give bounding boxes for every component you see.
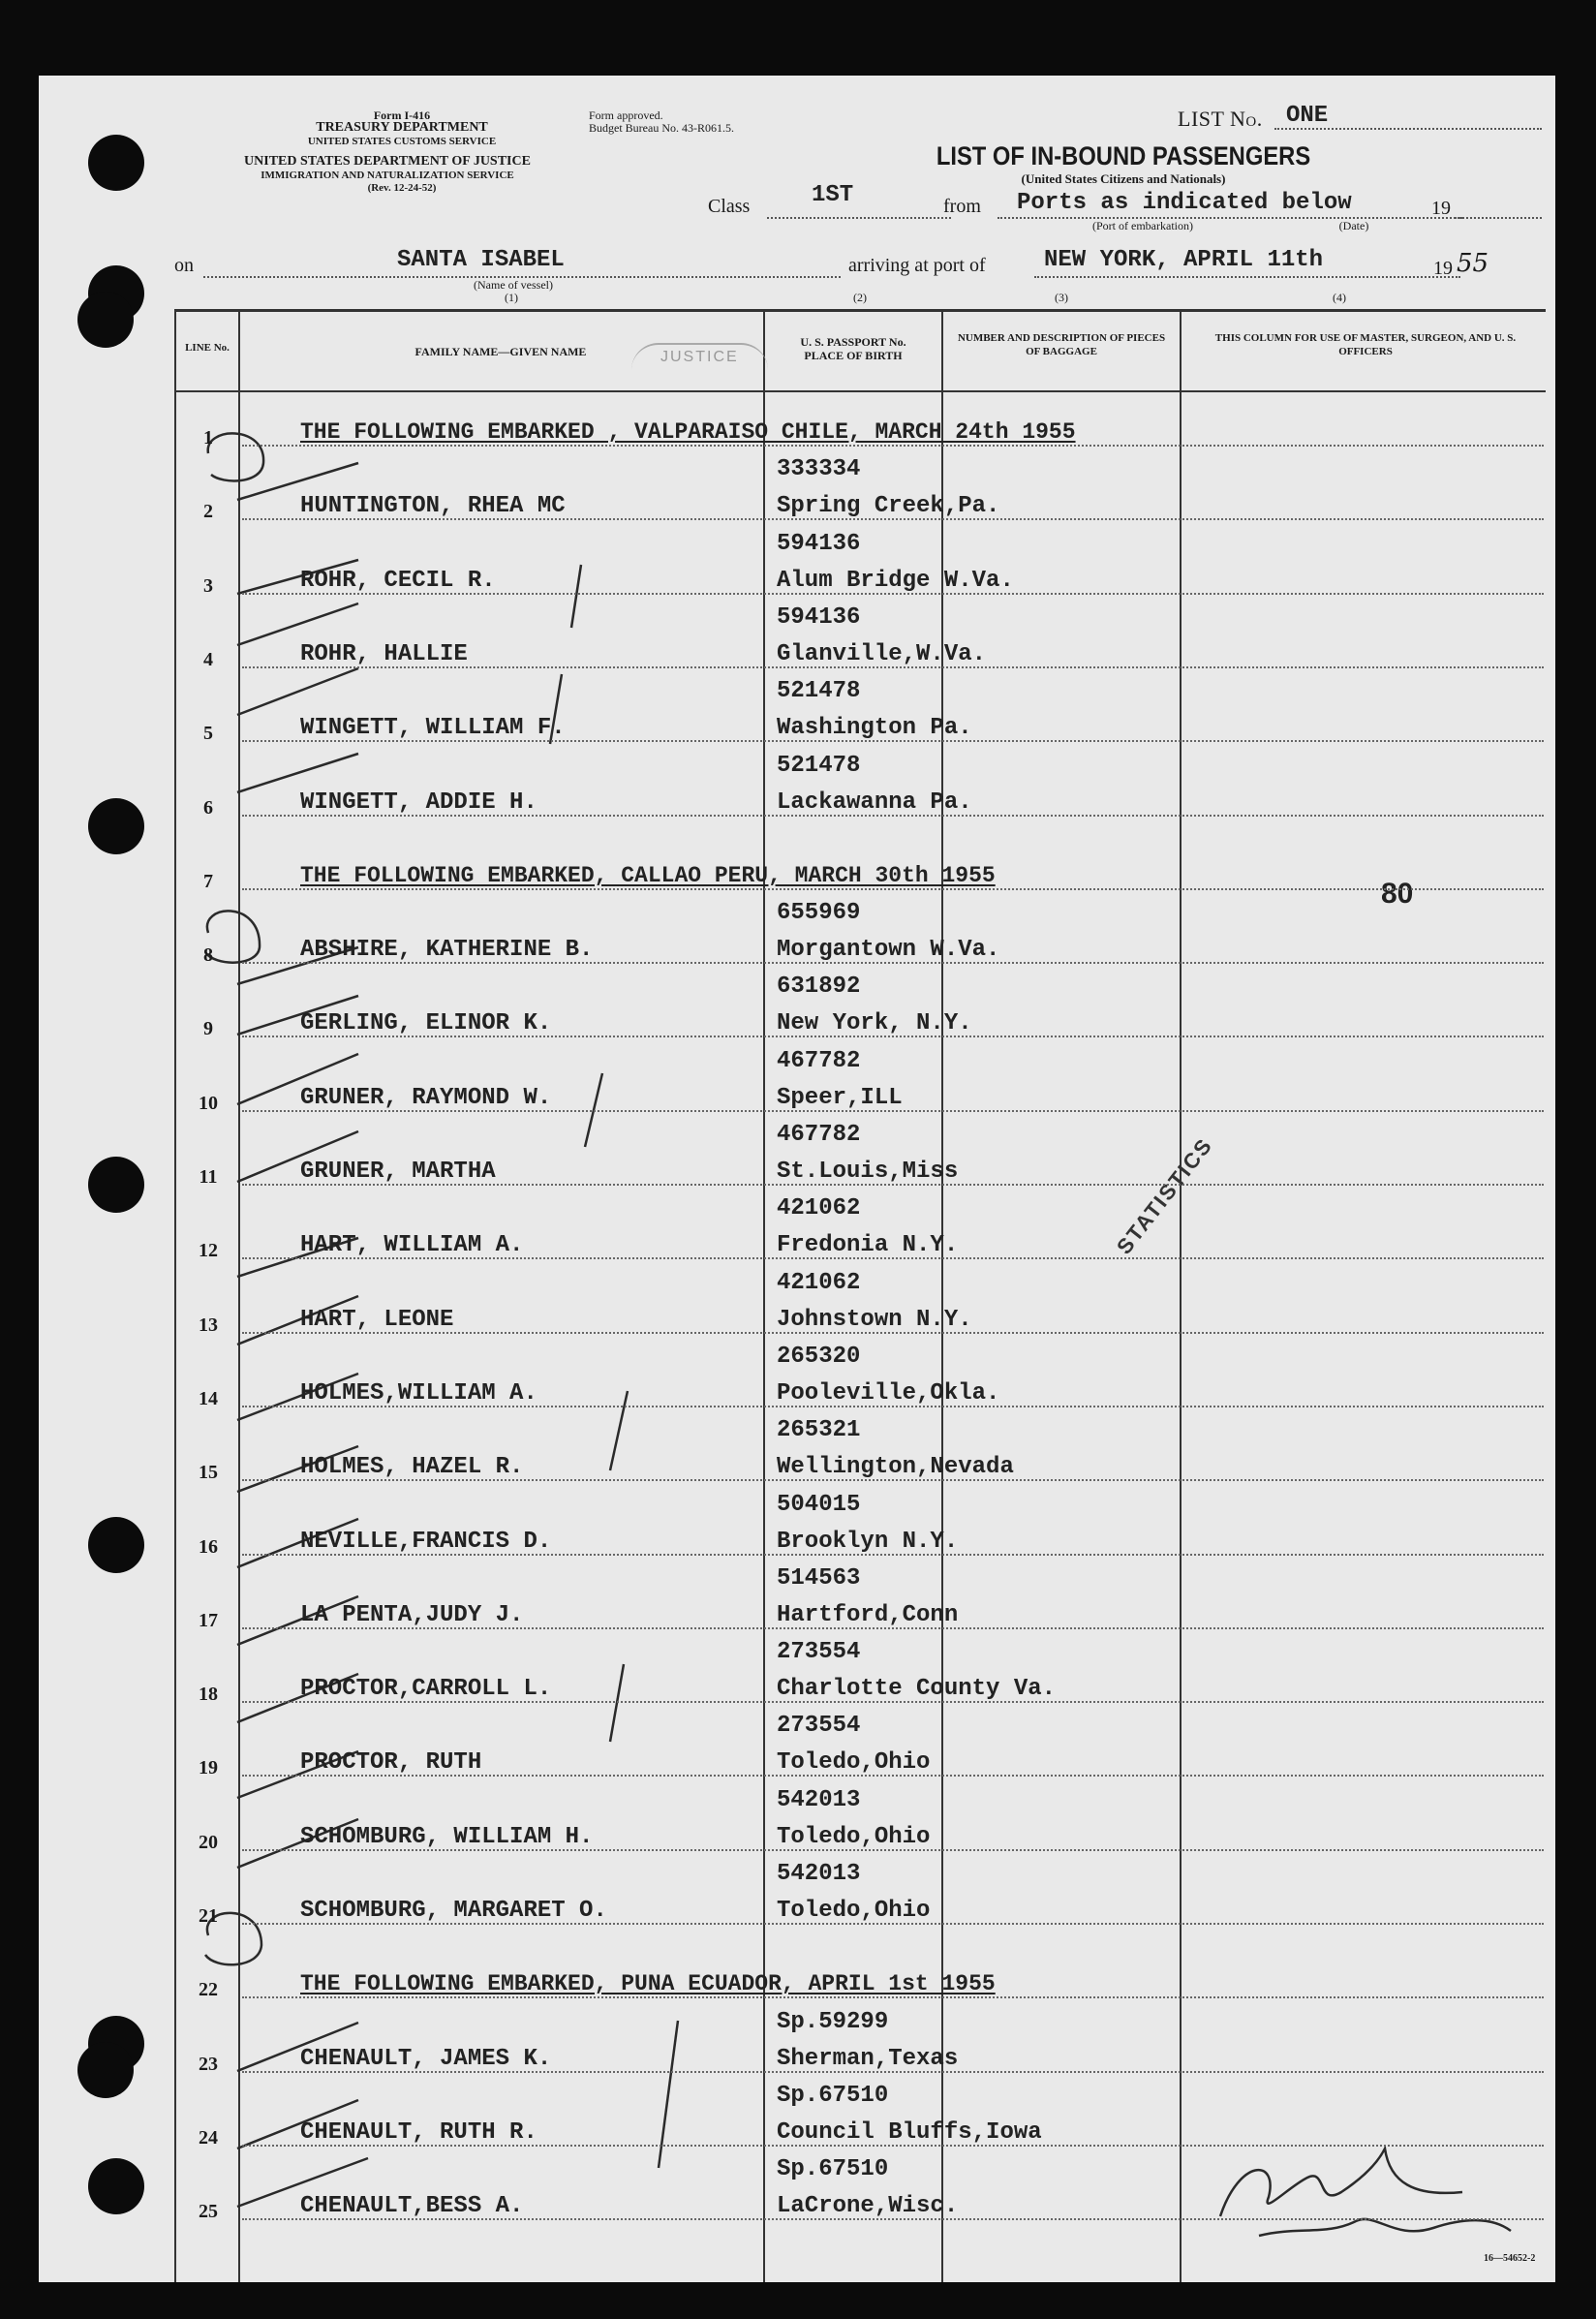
treasury-department: TREASURY DEPARTMENT	[316, 120, 488, 135]
passenger-name: GRUNER, MARTHA	[300, 1159, 496, 1185]
office-code: 80	[1381, 878, 1414, 910]
column-number-3: (3)	[1055, 291, 1068, 304]
vessel-caption: (Name of vessel)	[474, 278, 553, 292]
header-line-no: LINE No.	[185, 342, 230, 354]
passport-number: 273554	[777, 1713, 861, 1740]
passenger-name: CHENAULT,BESS A.	[300, 2193, 524, 2220]
line-number: 14	[199, 1387, 218, 1409]
passenger-name: SCHOMBURG, MARGARET O.	[300, 1898, 607, 1924]
arrival-year-suffix: 55	[1457, 249, 1489, 278]
line-number: 5	[203, 723, 213, 745]
line-number: 9	[203, 1018, 213, 1040]
passenger-name: CHENAULT, JAMES K.	[300, 2045, 552, 2072]
date-caption: (Date)	[1338, 219, 1369, 232]
passport-number: Sp.67510	[777, 2156, 889, 2183]
passenger-name: ABSHIRE, KATHERINE B.	[300, 937, 594, 964]
form-revision: (Rev. 12-24-52)	[367, 182, 437, 194]
statistics-stamp: STATISTICS	[1112, 1132, 1218, 1259]
passenger-name: WINGETT, ADDIE H.	[300, 788, 537, 816]
line-number: 8	[203, 944, 213, 967]
line-number: 12	[199, 1240, 218, 1262]
place-of-birth: New York, N.Y.	[777, 1010, 972, 1037]
passenger-name: PROCTOR,CARROLL L.	[300, 1676, 552, 1703]
line-number: 2	[203, 501, 213, 523]
place-of-birth: Johnstown N.Y.	[777, 1306, 972, 1333]
passenger-name: HART, LEONE	[300, 1306, 454, 1333]
header-officers: THIS COLUMN FOR USE OF MASTER, SURGEON, AND U. S. OFFICERS	[1214, 332, 1517, 357]
passport-number: 265320	[777, 1343, 861, 1370]
place-of-birth: Brooklyn N.Y.	[777, 1528, 959, 1555]
place-of-birth: Sherman,Texas	[777, 2045, 959, 2072]
form-title: LIST OF IN-BOUND PASSENGERS	[936, 141, 1311, 170]
place-of-birth: Alum Bridge W.Va.	[777, 567, 1014, 594]
header-passport: U. S. PASSPORT No. PLACE OF BIRTH	[800, 335, 906, 362]
passenger-name: HUNTINGTON, RHEA MC	[300, 493, 566, 520]
line-number: 25	[199, 2201, 218, 2223]
on-label: on	[174, 255, 194, 276]
passenger-name: SCHOMBURG, WILLIAM H.	[300, 1823, 594, 1850]
line-number: 3	[203, 574, 213, 597]
line-number: 19	[199, 1757, 218, 1779]
list-no-label: LIST No.	[1178, 107, 1263, 131]
line-number: 11	[199, 1166, 218, 1188]
place-of-birth: Speer,ILL	[777, 1084, 903, 1111]
place-of-birth: St.Louis,Miss	[777, 1159, 959, 1185]
embarkation-heading: THE FOLLOWING EMBARKED, PUNA ECUADOR, APRIL 1st 1955	[300, 1971, 996, 1997]
arrival-port-date: NEW YORK, APRIL 11th	[1044, 247, 1324, 273]
place-of-birth: Lackawanna Pa.	[777, 788, 972, 816]
place-of-birth: Glanville,W.Va.	[777, 640, 987, 667]
passport-number: 421062	[777, 1195, 861, 1222]
passport-number: 504015	[777, 1491, 861, 1518]
line-number: 22	[199, 1979, 218, 2001]
year-prefix: 19	[1431, 198, 1451, 219]
passport-number: 421062	[777, 1269, 861, 1296]
line-number: 7	[203, 870, 213, 892]
passport-number: 631892	[777, 974, 861, 1001]
line-number: 15	[199, 1462, 218, 1484]
passport-number: 273554	[777, 1639, 861, 1666]
form-approved: Form approved.	[589, 108, 663, 122]
line-number: 16	[199, 1535, 218, 1558]
line-number: 17	[199, 1609, 218, 1631]
passport-number: 594136	[777, 603, 861, 631]
list-no-value: ONE	[1286, 103, 1329, 129]
from-label: from	[943, 196, 981, 217]
passport-number: 521478	[777, 678, 861, 705]
budget-bureau: Budget Bureau No. 43-R061.5.	[589, 121, 734, 135]
footer-code: 16—54652-2	[1484, 2253, 1536, 2264]
passport-number: 467782	[777, 1122, 861, 1148]
customs-service: UNITED STATES CUSTOMS SERVICE	[307, 136, 497, 147]
place-of-birth: Fredonia N.Y.	[777, 1232, 959, 1259]
passenger-name: CHENAULT, RUTH R.	[300, 2118, 537, 2146]
place-of-birth: Charlotte County Va.	[777, 1676, 1057, 1703]
line-number: 23	[199, 2053, 218, 2075]
place-of-birth: Washington Pa.	[777, 715, 972, 742]
line-number: 6	[203, 796, 213, 819]
passport-number: 333334	[777, 456, 861, 483]
line-number: 10	[199, 1092, 218, 1114]
department-of-justice: UNITED STATES DEPARTMENT OF JUSTICE	[244, 154, 531, 169]
form-subtitle: (United States Citizens and Nationals)	[1021, 171, 1226, 186]
passenger-name: GRUNER, RAYMOND W.	[300, 1084, 552, 1111]
place-of-birth: Toledo,Ohio	[777, 1823, 931, 1850]
passport-number: Sp.59299	[777, 2008, 889, 2035]
passenger-name: HOLMES,WILLIAM A.	[300, 1379, 537, 1407]
class-value: 1ST	[812, 182, 854, 208]
vessel-name: SANTA ISABEL	[397, 247, 565, 273]
passenger-name: GERLING, ELINOR K.	[300, 1010, 552, 1037]
passenger-name: ROHR, HALLIE	[300, 640, 468, 667]
passport-number: 594136	[777, 530, 861, 557]
place-of-birth: Toledo,Ohio	[777, 1749, 931, 1777]
immigration-service: IMMIGRATION AND NATURALIZATION SERVICE	[261, 170, 514, 181]
class-label: Class	[708, 196, 751, 217]
passport-number: 514563	[777, 1564, 861, 1592]
passport-number: 542013	[777, 1786, 861, 1813]
place-of-birth: Toledo,Ohio	[777, 1898, 931, 1924]
passport-number: 542013	[777, 1861, 861, 1887]
passport-number: Sp.67510	[777, 2082, 889, 2109]
place-of-birth: Hartford,Conn	[777, 1601, 959, 1628]
place-of-birth: Spring Creek,Pa.	[777, 493, 1000, 520]
port-caption: (Port of embarkation)	[1092, 219, 1193, 232]
arriving-label: arriving at port of	[848, 255, 986, 276]
header-family-name: FAMILY NAME—GIVEN NAME	[414, 345, 587, 358]
column-number-4: (4)	[1333, 291, 1346, 304]
passenger-name: LA PENTA,JUDY J.	[300, 1601, 524, 1628]
line-number: 1	[203, 427, 213, 448]
place-of-birth: Wellington,Nevada	[777, 1454, 1014, 1481]
place-of-birth: Morgantown W.Va.	[777, 937, 1000, 964]
embarkation-heading: THE FOLLOWING EMBARKED , VALPARAISO CHILE, MARCH 24th 1955	[300, 419, 1076, 445]
embarkation-heading: THE FOLLOWING EMBARKED, CALLAO PERU, MARCH 30th 1955	[300, 862, 996, 888]
column-number-1: (1)	[505, 291, 518, 304]
passenger-name: ROHR, CECIL R.	[300, 567, 496, 594]
column-number-2: (2)	[853, 291, 867, 304]
place-of-birth: Pooleville,Okla.	[777, 1379, 1000, 1407]
passport-number: 265321	[777, 1417, 861, 1444]
justice-stamp: JUSTICE	[631, 343, 768, 370]
passenger-name: HOLMES, HAZEL R.	[300, 1454, 524, 1481]
line-number: 20	[199, 1831, 218, 1853]
document-page	[39, 76, 1555, 2282]
port-of-embarkation: Ports as indicated below	[1017, 190, 1352, 216]
line-number: 18	[199, 1684, 218, 1706]
arrival-year-prefix: 19	[1433, 258, 1453, 279]
passport-number: 521478	[777, 752, 861, 779]
passenger-name: HART, WILLIAM A.	[300, 1232, 524, 1259]
line-number: 4	[203, 648, 213, 670]
header-baggage: NUMBER AND DESCRIPTION OF PIECES OF BAGGAGE	[957, 332, 1166, 357]
place-of-birth: LaCrone,Wisc.	[777, 2193, 959, 2220]
line-number: 21	[199, 1905, 218, 1927]
passenger-name: PROCTOR, RUTH	[300, 1749, 482, 1777]
form-number: Form I-416	[373, 108, 431, 122]
passenger-name: NEVILLE,FRANCIS D.	[300, 1528, 552, 1555]
passport-number: 467782	[777, 1047, 861, 1074]
place-of-birth: Council Bluffs,Iowa	[777, 2118, 1042, 2146]
passenger-name: WINGETT, WILLIAM F.	[300, 715, 566, 742]
line-number: 13	[199, 1314, 218, 1336]
passport-number: 655969	[777, 900, 861, 927]
line-number: 24	[199, 2126, 218, 2149]
